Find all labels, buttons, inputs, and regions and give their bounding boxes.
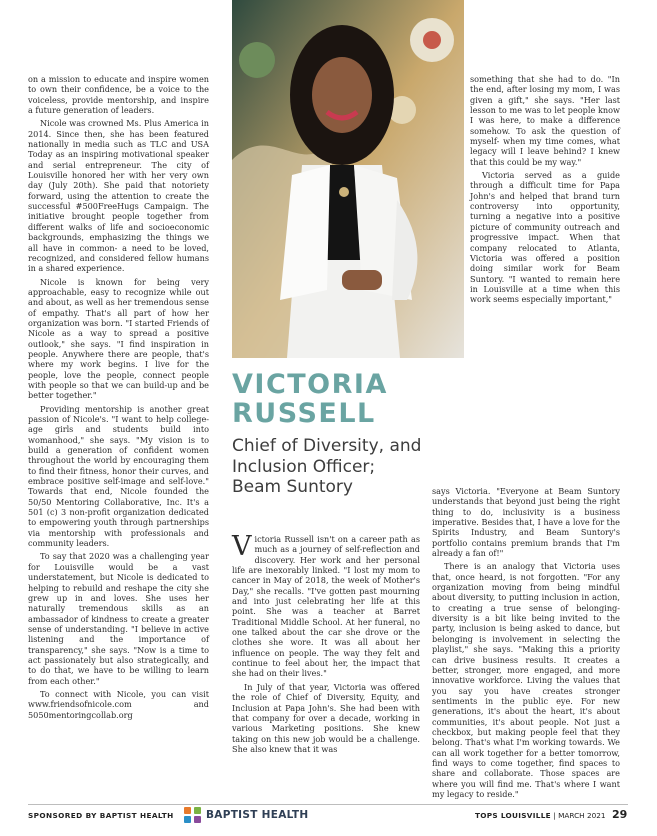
profile-name [232, 370, 427, 428]
left-paragraph-1: on a mission to educate and inspire women to own their confidence, be a voice to the voiceless, provide mentorship, and inspire a future generation of leaders. [28, 74, 209, 116]
left-paragraph-2: Nicole was crowned Ms. Plus America in 2014. Since then, she has been featured nationally in media such as TLC and USA Today as an inspiring motivational speaker and serial entrepreneur. The city of Louisville honored her with her very own day (July 20th). She paid that notoriety forward, using the attention to create the successful #500FreeHugs Campaign. The initiative brought people together from different walks of life and socioeconomic backgrounds, emphasizing the things we all have in common- a need to be loved, recognized, and considered fellow humans in a shared experience. [28, 118, 209, 274]
middle-paragraph-1-text: ictoria Russell isn't on a career path as much as a journey of self-reflection and discovery. Her work and her personal life are inexorably linked. "I lost my mom to cancer in May of 2018, the week of Mother's Day," she recalls. "I've gotten past mourning and into just celebrating her life at this point. She was a teacher at Barret Traditional Middle School. At her funeral, no one talked about the car she drove or the clothes she wore. It was all about her influence on people. The way they felt and continue to feel about her, the impact that she had on their lives." [232, 534, 420, 679]
drop-cap: V [232, 531, 252, 562]
portrait-photo [232, 0, 464, 358]
right-paragraph-1: something that she had to do. "In the end, after losing my mom, I was given a gift," she says. "Her last lesson to me was to let people know I was here, to make a difference somehow. To ask the question of myself- when my time comes, what legacy will I leave behind? I knew that this could be my way." [470, 74, 620, 167]
left-paragraph-4: Providing mentorship is another great passion of Nicole's. "I want to help college-age girls and students build into womanhood," she says. "My vision is to build a generation of confident women throughout the world by encouraging them to find their fitness, honor their curves, and embrace positive self-image and self-love." Towards that end, Nicole founded the 50/50 Mentoring Collaborative, Inc. It's a 501 (c) 3 non-profit organization dedicated to empowering youth through partnerships via mentorship with professionals and community leaders. [28, 403, 209, 549]
magazine-credit: TOPS LOUISVILLE | MARCH 2021 [475, 811, 606, 820]
left-paragraph-3: Nicole is known for being very approachable, easy to recognize while out and about, as well as her tremendous sense of empathy. That's all part of how her organization was born. "I started Friends of Nicole as a way to spread a positive outlook," she says. "I find inspiration in people. Anywhere there are people, that's where my work begins. I live for the people, love the people, connect people with people so that we can build-up and be better together." [28, 276, 209, 401]
brand-name: BAPTIST HEALTH [206, 809, 309, 821]
profile-title: Chief of Diversity, and Inclusion Officer; Beam Suntory [232, 436, 422, 497]
middle-paragraph-1 [232, 531, 420, 679]
right-paragraph-2: Victoria served as a guide through a difficult time for Papa John's and helped that brand turn controversy into opportunity, turning a negative into a positive picture of community outreach and progressive impact. When that company relocated to Atlanta, Victoria was offered a position doing similar work for Beam Suntory. "I wanted to remain here in Louisville at a time when this work seems especially important," [470, 170, 620, 305]
right-paragraph-4: There is an analogy that Victoria uses that, once heard, is not forgotten. "For any organization moving from being mindful about diversity, to putting inclusion in action, to creating a true sense of belonging- diversity is a bit like being invited to the party, inclusion is being asked to dance, but belonging is involvement in selecting the playlist," she says. "Making this a priority can drive business results. It creates a better, stronger, more engaged, and more innovative workforce. Living the values that you say you have creates stronger sentiments in the public eye. For new generations, it's about the heart, it's about communities, it's about people. Not just a checkbox, but making people feel that they belong. That's what I'm working towards. We can all work together for a better tomorrow, find ways to come together, find spaces to share and collaborate. Those spaces are where you will find me. That's where I want my legacy to reside." [432, 561, 620, 799]
right-paragraph-3: says Victoria. "Everyone at Beam Suntory understands that beyond just being the right thing to do, inclusivity is a business imperative. Besides that, I have a love for the Spirits Industry, and Beam Suntory's portfolio contains premium brands that I'm already a fan of!" [432, 486, 620, 559]
page-number: 29 [612, 808, 628, 821]
magazine-name: TOPS LOUISVILLE [475, 811, 551, 820]
right-column-bottom [432, 486, 620, 799]
sponsor-label: SPONSORED BY BAPTIST HEALTH [28, 811, 174, 820]
left-paragraph-6: To connect with Nicole, you can visit www.friendsofnicole.com and 5050mentoringcollab.org [28, 688, 209, 720]
portrait-illustration [232, 0, 464, 358]
profile-name-first: VICTORIA [232, 369, 388, 400]
right-column-top [470, 74, 620, 305]
left-column [28, 74, 209, 720]
profile-name-last: RUSSELL [232, 398, 376, 429]
baptist-health-logo-icon [183, 806, 203, 824]
footer-rule [28, 804, 628, 805]
middle-column [232, 531, 420, 754]
middle-paragraph-2: In July of that year, Victoria was offered the role of Chief of Diversity, Equity, and Inclusion at Papa John's. She had been with that company for over a decade, working in various Marketing positions. She knew taking on this new job would be a challenge. She also knew that it was [232, 681, 420, 754]
left-paragraph-5: To say that 2020 was a challenging year for Louisville would be a vast understatement, but Nicole is dedicated to helping to rebuild and reshape the city she grew up in and loves. She uses her naturally tremendous skills as an ambassador of kindness to create a greater sense of understanding. "I believe in active listening and the importance of transparency," she says. "Now is a time to act passionately but also strategically, and to do that, we have to be willing to learn from each other." [28, 551, 209, 686]
issue-date: MARCH 2021 [558, 811, 606, 820]
